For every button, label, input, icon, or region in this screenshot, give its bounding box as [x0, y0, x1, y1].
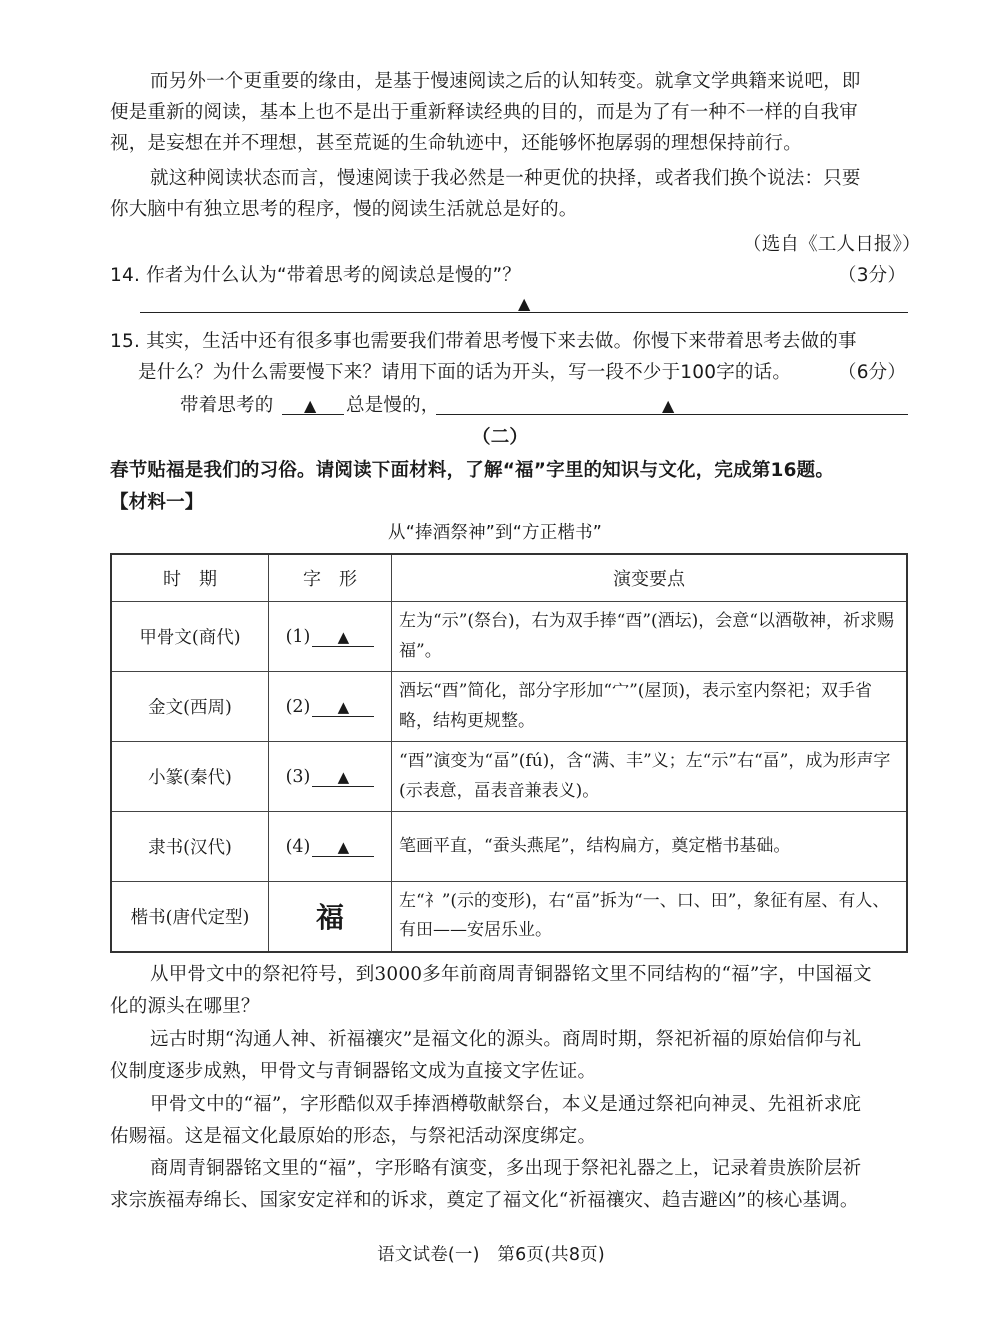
question-14: 14. 作者为什么认为“带着思考的阅读总是慢的”？ — [110, 265, 521, 286]
blank-number: (4) — [285, 836, 311, 857]
table-title: 从“捧酒祭神”到“方正楷书” — [388, 523, 603, 543]
points-cell: 笔画平直，“蚕头燕尾”，结构扁方，奠定楷书基础。 — [392, 812, 908, 882]
passage-line: 而另外一个更重要的缘由，是基于慢速阅读之后的认知转变。就拿文学典籍来说吧，即 — [150, 71, 861, 92]
glyph-cell — [269, 882, 392, 952]
glyph-cell[interactable] — [269, 742, 392, 812]
question-14-score: （3分） — [838, 265, 907, 286]
answer-prompt-end: 总是慢的， — [346, 395, 440, 416]
body-line: 仪制度逐步成熟，甲骨文与青铜器铭文成为直接文字佐证。 — [110, 1061, 597, 1082]
kaishu-fu-glyph: 福 — [315, 901, 344, 935]
body-line: 求宗族福寿绵长、国家安定祥和的诉求，奠定了福文化“祈福禳灾、趋吉避凶”的核心基调。 — [110, 1190, 859, 1211]
period-cell: 甲骨文(商代) — [111, 602, 269, 672]
question-15-score: （6分） — [838, 362, 907, 383]
header-glyph: 字 形 — [269, 554, 392, 602]
page-footer: 语文试卷(一) 第6页(共8页) — [377, 1245, 605, 1265]
body-line: 商周青铜器铭文里的“福”，字形略有演变，多出现于祭祀礼器之上，记录着贵族阶层祈 — [150, 1158, 862, 1179]
blank-marker: ▲ — [312, 768, 374, 787]
blank-number: (2) — [285, 696, 311, 717]
glyph-cell[interactable] — [269, 602, 392, 672]
table-row — [111, 672, 907, 742]
source-citation: （选自《工人日报》） — [743, 234, 921, 255]
section-heading: （二） — [472, 427, 529, 448]
glyph-cell[interactable] — [269, 812, 392, 882]
blank-marker: ▲ — [312, 628, 374, 647]
table-header-row — [111, 554, 907, 602]
passage-line: 视，是妄想在并不理想，甚至荒诞的生命轨迹中，还能够怀抱孱弱的理想保持前行。 — [110, 133, 802, 154]
table-row — [111, 742, 907, 812]
table-row — [111, 602, 907, 672]
blank-marker: ▲ — [304, 396, 317, 415]
blank-marker: ▲ — [312, 838, 374, 857]
header-period: 时 期 — [111, 554, 269, 602]
glyph-cell[interactable] — [269, 672, 392, 742]
points-cell: “酉”演变为“畐”(fú)，含“满、丰”义；左“示”右“畐”，成为形声字(示表意，畐表音兼表义)。 — [392, 742, 908, 812]
period-cell: 小篆(秦代) — [111, 742, 269, 812]
table-row — [111, 812, 907, 882]
blank-number: (3) — [285, 766, 311, 787]
question-15-line2: 是什么？为什么需要慢下来？请用下面的话为开头，写一段不少于100字的话。 — [138, 362, 792, 383]
blank-marker: ▲ — [518, 294, 531, 313]
question-15: 15. 其实，生活中还有很多事也需要我们带着思考慢下来去做。你慢下来带着思考去做的事 — [110, 331, 857, 352]
period-cell: 楷书(唐代定型) — [111, 882, 269, 952]
passage-line: 便是重新的阅读，基本上也不是出于重新释读经典的目的，而是为了有一种不一样的自我审 — [110, 102, 859, 123]
blank-marker: ▲ — [662, 396, 675, 415]
material-label: 【材料一】 — [110, 492, 204, 513]
points-cell: 左“礻”(示的变形)，右“畐”拆为“一、口、田”，象征有屋、有人、有田——安居乐业。 — [392, 882, 908, 952]
blank-marker: ▲ — [312, 698, 374, 717]
period-cell: 隶书(汉代) — [111, 812, 269, 882]
passage-line: 你大脑中有独立思考的程序，慢的阅读生活就总是好的。 — [110, 199, 578, 220]
body-line: 从甲骨文中的祭祀符号，到3000多年前商周青铜器铭文里不同结构的“福”字，中国福文 — [150, 964, 872, 985]
blank-number: (1) — [285, 626, 311, 647]
body-line: 甲骨文中的“福”，字形酷似双手捧酒樽敬献祭台，本义是通过祭祀向神灵、先祖祈求庇 — [150, 1094, 862, 1115]
points-cell: 左为“示”(祭台)，右为双手捧“酉”(酒坛)，会意“以酒敬神，祈求赐福”。 — [392, 602, 908, 672]
body-line: 化的源头在哪里？ — [110, 996, 260, 1017]
body-line: 远古时期“沟通人神、祈福禳灾”是福文化的源头。商周时期，祭祀祈福的原始信仰与礼 — [150, 1029, 862, 1050]
body-line: 佑赐福。这是福文化最原始的形态，与祭祀活动深度绑定。 — [110, 1126, 597, 1147]
header-points: 演变要点 — [392, 554, 908, 602]
passage-line: 就这种阅读状态而言，慢速阅读于我必然是一种更优的抉择，或者我们换个说法：只要 — [150, 168, 861, 189]
period-cell: 金文(西周) — [111, 672, 269, 742]
answer-prompt-start: 带着思考的 — [180, 395, 274, 416]
table-row — [111, 882, 907, 952]
evolution-table — [110, 553, 908, 953]
section-intro: 春节贴福是我们的习俗。请阅读下面材料，了解“福”字里的知识与文化，完成第16题。 — [110, 460, 835, 481]
points-cell: 酒坛“酉”简化，部分字形加“宀”(屋顶)，表示室内祭祀；双手省略，结构更规整。 — [392, 672, 908, 742]
